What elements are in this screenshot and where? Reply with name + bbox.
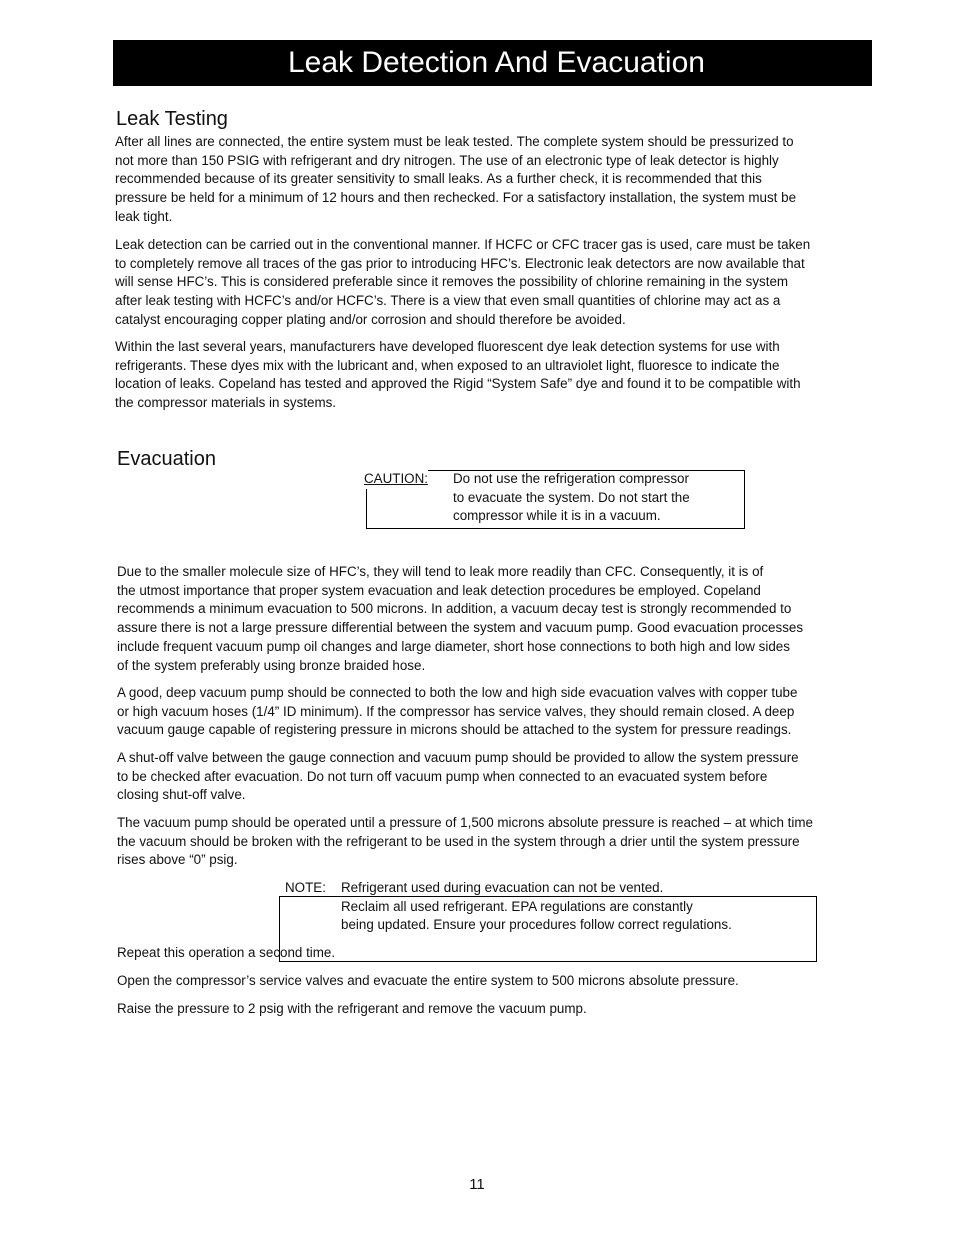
text-line: of the system preferably using bronze braided hose. <box>117 657 426 673</box>
text-line: Leak detection can be carried out in the conventional manner. If HCFC or CFC tracer gas is used, care must be taken <box>115 237 811 252</box>
evacuation-paragraph-2 <box>117 684 797 740</box>
text-line: the utmost importance that proper system evacuation and leak detection procedures be employed. Copeland <box>117 582 761 598</box>
text-line: Raise the pressure to 2 psig with the refrigerant and remove the vacuum pump. <box>117 1001 587 1016</box>
evacuation-heading: Evacuation <box>117 448 216 470</box>
evacuation-paragraph-7 <box>117 1000 587 1019</box>
text-line: refrigerants. These dyes mix with the lubricant and, when exposed to an ultraviolet light, fluoresce to indicate the <box>115 357 780 373</box>
text-line: include frequent vacuum pump oil changes and large diameter, short hose connections to both high and low sides <box>117 638 790 654</box>
note-label: NOTE: <box>285 880 326 895</box>
text-line: pressure be held for a minimum of 12 hours and then rechecked. For a satisfactory installation, the system must be <box>115 190 797 206</box>
text-line: not more than 150 PSIG with refrigerant and dry nitrogen. The use of an electronic type of leak detector is highly <box>115 152 779 168</box>
text-line: Due to the smaller molecule size of HFC’s, they will tend to leak more readily than CFC. Consequently, it is of <box>117 564 764 579</box>
text-line: A good, deep vacuum pump should be connected to both the low and high side evacuation valves with copper tube <box>117 685 798 700</box>
evacuation-paragraph-6 <box>117 972 739 991</box>
leak-testing-heading: Leak Testing <box>116 108 228 130</box>
text-line: compressor while it is in a vacuum. <box>453 508 661 524</box>
text-line: recommends a minimum evacuation to 500 microns. In addition, a vacuum decay test is strongly recommended to <box>117 601 792 617</box>
leak-testing-paragraph-2 <box>115 236 810 330</box>
text-line: After all lines are connected, the entire system must be leak tested. The complete system should be pressurized to <box>115 134 794 149</box>
evacuation-paragraph-4 <box>117 814 813 870</box>
page-number: 11 <box>469 1176 485 1193</box>
text-line: recommended because of its greater sensitivity to small leaks. As a further check, it is recommended that this <box>115 171 762 187</box>
leak-testing-paragraph-1 <box>115 133 796 227</box>
text-line: assure there is not a large pressure differential between the system and vacuum pump. Good evacuation processes <box>117 620 804 636</box>
text-line: to be checked after evacuation. Do not turn off vacuum pump when connected to an evacuated system before <box>117 768 768 784</box>
text-line: leak tight. <box>115 208 173 224</box>
evacuation-paragraph-1 <box>117 563 803 675</box>
page-title: Leak Detection And Evacuation <box>113 40 872 86</box>
text-line: vacuum gauge capable of registering pressure in microns should be attached to the system for pressure readings. <box>117 722 792 738</box>
evacuation-paragraph-5 <box>117 944 335 963</box>
text-line: location of leaks. Copeland has tested and approved the Rigid “System Safe” dye and found it to be compatible with <box>115 376 801 392</box>
text-line: A shut-off valve between the gauge connection and vacuum pump should be provided to allow the system pressure <box>117 750 799 765</box>
text-line: catalyst encouraging copper plating and/or corrosion and should therefore be avoided. <box>115 311 626 327</box>
text-line: closing shut-off valve. <box>117 787 246 803</box>
text-line: or high vacuum hoses (1/4” ID minimum). If the compressor has service valves, they should remain closed. A deep <box>117 703 795 719</box>
text-line: will sense HFC’s. This is considered preferable since it removes the possibility of chlorine remaining in the system <box>115 274 789 290</box>
text-line: to evacuate the system. Do not start the <box>453 489 690 505</box>
text-line: after leak testing with HCFC’s and/or HCFC’s. There is a view that even small quantities of chlorine may act as a <box>115 293 781 309</box>
evacuation-paragraph-3 <box>117 749 799 805</box>
text-line: Open the compressor’s service valves and evacuate the entire system to 500 microns absolute pressure. <box>117 973 739 988</box>
text-line: the compressor materials in systems. <box>115 395 337 411</box>
text-line: Repeat this operation a second time. <box>117 945 336 960</box>
caution-text <box>453 470 690 526</box>
text-line: Refrigerant used during evacuation can not be vented. <box>341 880 664 895</box>
text-line: The vacuum pump should be operated until a pressure of 1,500 microns absolute pressure is reached – at which time <box>117 815 813 830</box>
text-line: Do not use the refrigeration compressor <box>453 471 689 486</box>
text-line: Reclaim all used refrigerant. EPA regulations are constantly <box>341 898 693 914</box>
caution-label: CAUTION: <box>364 470 428 489</box>
text-line: Within the last several years, manufacturers have developed fluorescent dye leak detection systems for use with <box>115 339 780 354</box>
text-line: the vacuum should be broken with the refrigerant to be used in the system through a drier until the system pressure <box>117 833 800 849</box>
leak-testing-paragraph-3 <box>115 338 801 413</box>
text-line: rises above “0” psig. <box>117 852 238 868</box>
text-line: being updated. Ensure your procedures follow correct regulations. <box>341 917 732 933</box>
note-text <box>341 879 732 935</box>
text-line: to completely remove all traces of the gas prior to introducing HFC’s. Electronic leak detectors are now available that <box>115 255 805 271</box>
